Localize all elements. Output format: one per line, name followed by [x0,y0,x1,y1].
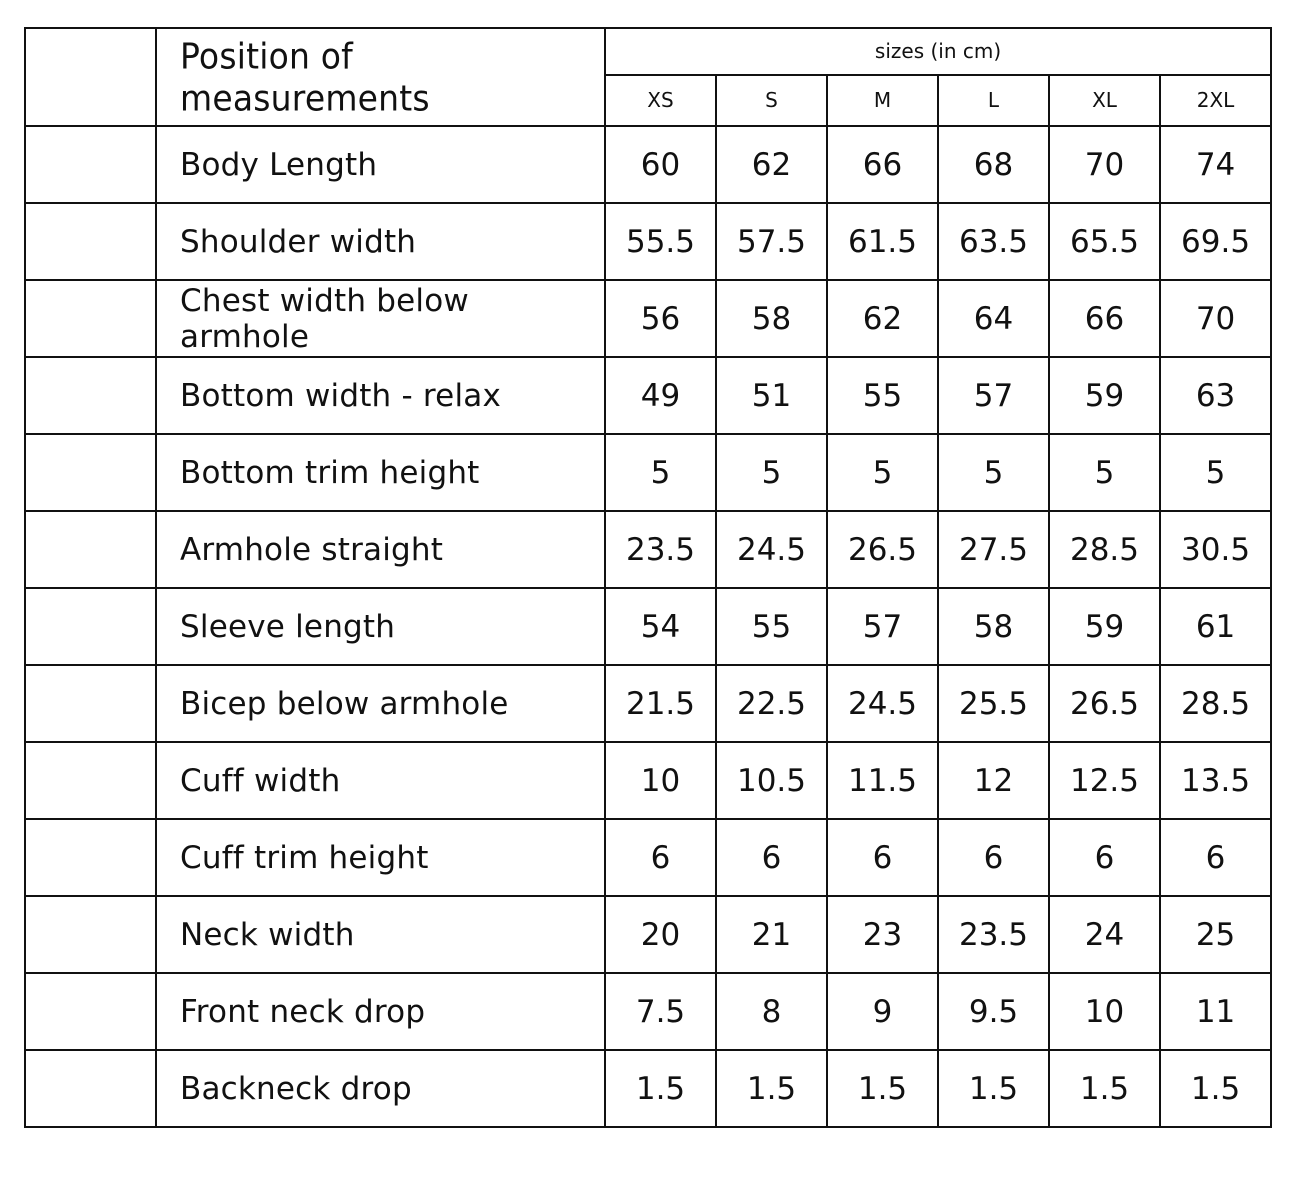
measurement-value: 24 [1049,896,1160,973]
size-header-m: M [827,75,938,126]
measurement-value: 20 [605,896,716,973]
measurement-value: 6 [1049,819,1160,896]
measurement-value: 57.5 [716,203,827,280]
measurement-value: 51 [716,357,827,434]
table-row [25,357,1271,434]
blank-cell [25,203,156,280]
measurement-label: Bottom trim height [156,434,605,511]
measurement-value: 13.5 [1160,742,1271,819]
blank-cell [25,126,156,203]
measurement-value: 6 [938,819,1049,896]
table-row [25,742,1271,819]
measurement-value: 6 [1160,819,1271,896]
measurement-value: 10 [1049,973,1160,1050]
measurement-label: Neck width [156,896,605,973]
position-header: Position of measurements [156,24,605,130]
table-row [25,280,1271,357]
measurement-value: 1.5 [605,1050,716,1127]
measurement-value: 12.5 [1049,742,1160,819]
table-row [25,511,1271,588]
measurement-value: 5 [716,434,827,511]
measurement-value: 62 [827,280,938,357]
measurement-value: 10 [605,742,716,819]
measurement-value: 5 [938,434,1049,511]
table-header [25,28,1271,126]
table-row [25,665,1271,742]
size-header-2xl: 2XL [1160,75,1271,126]
table-body [25,126,1271,1127]
blank-header-cell [25,28,156,126]
measurement-value: 23.5 [605,511,716,588]
measurement-value: 23.5 [938,896,1049,973]
measurement-value: 1.5 [1160,1050,1271,1127]
measurement-value: 11 [1160,973,1271,1050]
blank-cell [25,588,156,665]
measurement-value: 68 [938,126,1049,203]
measurement-value: 66 [1049,280,1160,357]
measurement-value: 25.5 [938,665,1049,742]
measurement-value: 54 [605,588,716,665]
measurement-label: Armhole straight [156,511,605,588]
measurement-value: 5 [1160,434,1271,511]
measurement-value: 70 [1160,280,1271,357]
measurement-value: 30.5 [1160,511,1271,588]
measurement-label: Front neck drop [156,973,605,1050]
measurement-value: 55.5 [605,203,716,280]
measurement-label: Body Length [156,126,605,203]
measurement-value: 9.5 [938,973,1049,1050]
measurement-value: 21 [716,896,827,973]
measurement-label: Shoulder width [156,203,605,280]
measurement-value: 28.5 [1160,665,1271,742]
measurement-value: 6 [827,819,938,896]
blank-cell [25,896,156,973]
measurement-value: 74 [1160,126,1271,203]
blank-cell [25,511,156,588]
size-header-l: L [938,75,1049,126]
measurement-value: 60 [605,126,716,203]
size-header-xs: XS [605,75,716,126]
measurement-value: 1.5 [827,1050,938,1127]
blank-cell [25,665,156,742]
blank-cell [25,280,156,357]
table-row [25,588,1271,665]
measurement-value: 1.5 [716,1050,827,1127]
measurement-label: Backneck drop [156,1050,605,1127]
measurement-value: 5 [827,434,938,511]
measurement-label: Cuff width [156,742,605,819]
measurement-value: 9 [827,973,938,1050]
measurement-value: 63 [1160,357,1271,434]
blank-cell [25,434,156,511]
size-header-xl: XL [1049,75,1160,126]
measurement-value: 59 [1049,357,1160,434]
sizes-header: sizes (in cm) [605,28,1271,75]
measurement-value: 24.5 [716,511,827,588]
size-chart-table [24,27,1272,1128]
measurement-label: Sleeve length [156,588,605,665]
measurement-value: 10.5 [716,742,827,819]
measurement-value: 26.5 [1049,665,1160,742]
measurement-label: Cuff trim height [156,819,605,896]
measurement-value: 6 [605,819,716,896]
measurement-value: 61 [1160,588,1271,665]
measurement-value: 12 [938,742,1049,819]
measurement-value: 22.5 [716,665,827,742]
measurement-value: 24.5 [827,665,938,742]
table-row [25,434,1271,511]
size-header-s: S [716,75,827,126]
measurement-value: 57 [938,357,1049,434]
measurement-value: 55 [716,588,827,665]
measurement-value: 27.5 [938,511,1049,588]
measurement-value: 55 [827,357,938,434]
table-row [25,819,1271,896]
measurement-value: 70 [1049,126,1160,203]
table-row [25,1050,1271,1127]
measurement-value: 58 [938,588,1049,665]
table-row [25,126,1271,203]
measurement-value: 58 [716,280,827,357]
measurement-value: 65.5 [1049,203,1160,280]
table-row [25,203,1271,280]
measurement-value: 21.5 [605,665,716,742]
measurement-value: 5 [605,434,716,511]
blank-cell [25,973,156,1050]
measurement-value: 1.5 [1049,1050,1160,1127]
measurement-value: 26.5 [827,511,938,588]
measurement-value: 28.5 [1049,511,1160,588]
measurement-label: Bicep below armhole [156,665,605,742]
table-row [25,973,1271,1050]
measurement-value: 56 [605,280,716,357]
measurement-value: 64 [938,280,1049,357]
measurement-value: 62 [716,126,827,203]
measurement-value: 23 [827,896,938,973]
measurement-value: 1.5 [938,1050,1049,1127]
blank-cell [25,742,156,819]
measurement-value: 57 [827,588,938,665]
measurement-value: 61.5 [827,203,938,280]
blank-cell [25,357,156,434]
blank-cell [25,819,156,896]
measurement-value: 59 [1049,588,1160,665]
measurement-value: 11.5 [827,742,938,819]
measurement-value: 5 [1049,434,1160,511]
measurement-value: 7.5 [605,973,716,1050]
blank-cell [25,1050,156,1127]
table-row [25,896,1271,973]
measurement-label: Bottom width - relax [156,357,605,434]
measurement-value: 49 [605,357,716,434]
measurement-value: 6 [716,819,827,896]
measurement-value: 69.5 [1160,203,1271,280]
measurement-value: 66 [827,126,938,203]
measurement-label: Chest width below armhole [156,280,605,357]
measurement-value: 8 [716,973,827,1050]
measurement-value: 63.5 [938,203,1049,280]
measurement-value: 25 [1160,896,1271,973]
